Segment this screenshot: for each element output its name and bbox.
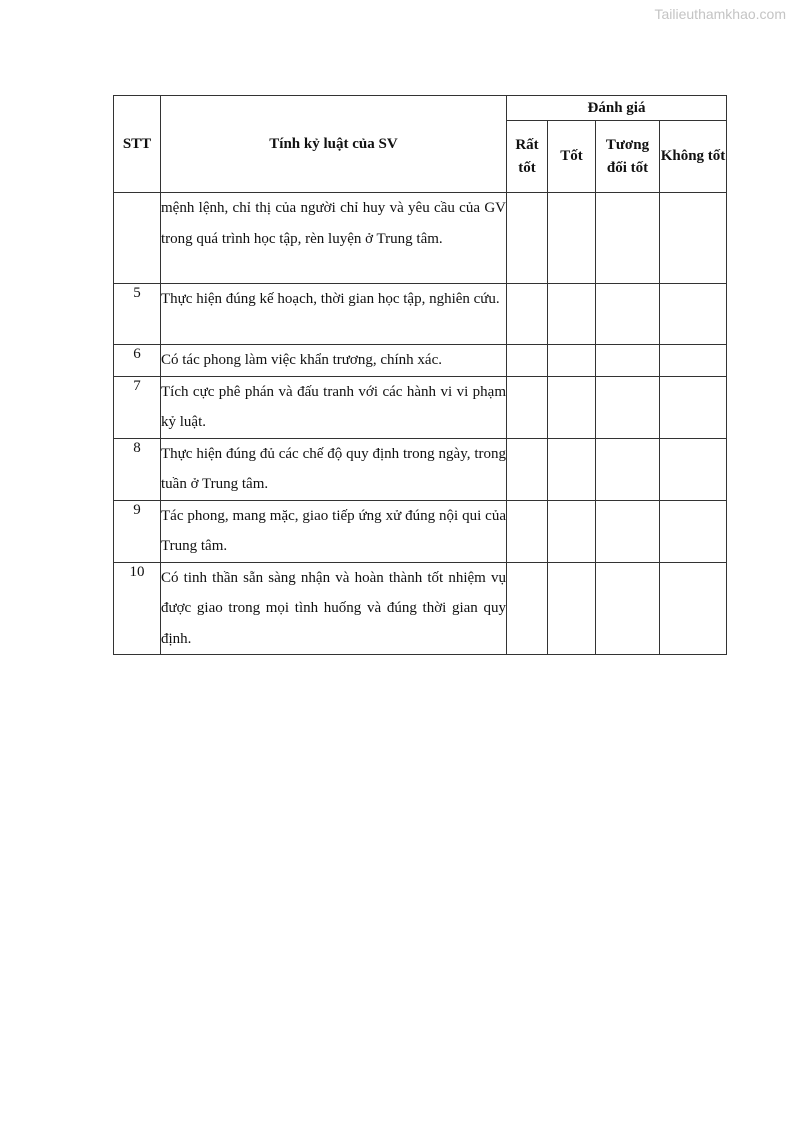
rating-cell <box>660 376 727 438</box>
watermark-text: Tailieuthamkhao.com <box>654 6 786 22</box>
rating-cell <box>660 345 727 377</box>
row-stt <box>114 193 161 284</box>
rating-cell <box>596 500 660 562</box>
rating-cell <box>507 193 548 284</box>
table-row <box>114 438 727 500</box>
row-criterion-text: Thực hiện đúng đủ các chế độ quy định trong ngày, trong tuần ở Trung tâm. <box>161 438 507 500</box>
rating-cell <box>548 500 596 562</box>
rating-cell <box>507 562 548 655</box>
rating-cell <box>596 562 660 655</box>
table-row <box>114 500 727 562</box>
header-rating-good: Tốt <box>548 121 596 193</box>
header-stt: STT <box>114 96 161 193</box>
rating-cell <box>548 193 596 284</box>
table-row <box>114 284 727 345</box>
rating-cell <box>596 438 660 500</box>
rating-cell <box>548 438 596 500</box>
row-criterion-text: Tác phong, mang mặc, giao tiếp ứng xử đúng nội qui của Trung tâm. <box>161 500 507 562</box>
row-stt: 8 <box>114 438 161 500</box>
rating-cell <box>596 193 660 284</box>
row-stt: 9 <box>114 500 161 562</box>
rating-cell <box>660 284 727 345</box>
rating-cell <box>548 562 596 655</box>
header-rating-very-good: Rất tốt <box>507 121 548 193</box>
table-row <box>114 376 727 438</box>
row-stt: 5 <box>114 284 161 345</box>
row-stt: 6 <box>114 345 161 377</box>
header-evaluation: Đánh giá <box>507 96 727 121</box>
rating-cell <box>596 376 660 438</box>
header-rating-fairly-good: Tương đối tốt <box>596 121 660 193</box>
rating-cell <box>548 376 596 438</box>
row-stt: 10 <box>114 562 161 655</box>
row-criterion-text: Thực hiện đúng kế hoạch, thời gian học tập, nghiên cứu. <box>161 284 507 345</box>
rating-cell <box>660 438 727 500</box>
evaluation-table <box>113 95 727 655</box>
header-criterion: Tính kỷ luật của SV <box>161 96 507 193</box>
rating-cell <box>660 562 727 655</box>
rating-cell <box>507 500 548 562</box>
row-stt: 7 <box>114 376 161 438</box>
rating-cell <box>507 284 548 345</box>
row-criterion-text: Có tác phong làm việc khẩn trương, chính xác. <box>161 345 507 377</box>
rating-cell <box>596 284 660 345</box>
rating-cell <box>548 345 596 377</box>
rating-cell <box>507 438 548 500</box>
rating-cell <box>548 284 596 345</box>
rating-cell <box>507 345 548 377</box>
row-criterion-text: Có tinh thần sẵn sàng nhận và hoàn thành tốt nhiệm vụ được giao trong mọi tình huống và đúng thời gian quy định. <box>161 562 507 655</box>
row-criterion-text: mệnh lệnh, chỉ thị của người chỉ huy và yêu cầu của GV trong quá trình học tập, rèn luyện ở Trung tâm. <box>161 193 507 284</box>
table-row <box>114 562 727 655</box>
rating-cell <box>507 376 548 438</box>
table-row <box>114 345 727 377</box>
table-row <box>114 193 727 284</box>
rating-cell <box>660 193 727 284</box>
rating-cell <box>596 345 660 377</box>
header-rating-not-good: Không tốt <box>660 121 727 193</box>
row-criterion-text: Tích cực phê phán và đấu tranh với các hành vi vi phạm kỷ luật. <box>161 376 507 438</box>
rating-cell <box>660 500 727 562</box>
